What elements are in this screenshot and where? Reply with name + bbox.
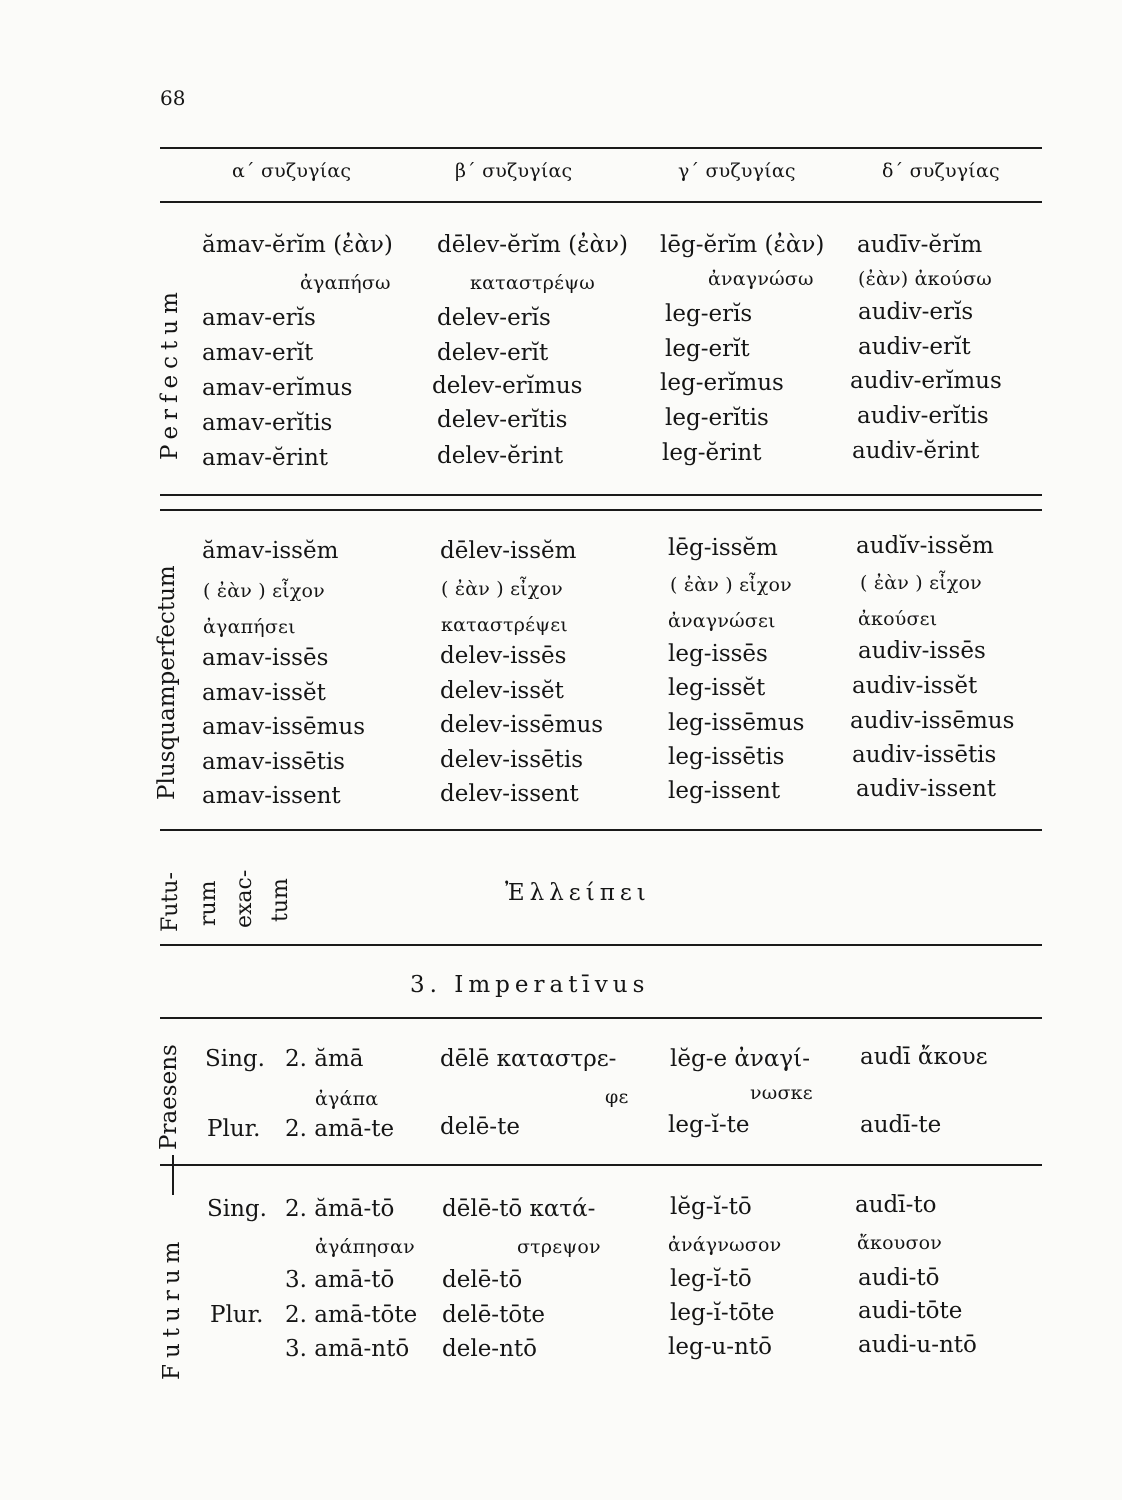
fut-r4-c4: leg-ĭ-tōte <box>670 1300 775 1326</box>
fut-r5-c4: leg-u-ntō <box>668 1334 772 1360</box>
plq-r1-c1: ămav-issĕm <box>202 538 339 564</box>
fut-r4-c5: audi-tōte <box>858 1298 963 1324</box>
fut-r2-c5: ἄκουσον <box>857 1232 943 1254</box>
fut-r1-c5: audī-to <box>855 1192 937 1218</box>
perfectum-rule-a <box>160 494 1042 496</box>
perf-r4-c3: leg-erĭt <box>665 336 750 362</box>
perf-r5-c1: amav-erĭmus <box>202 375 353 401</box>
perf-r7-c4: audiv-ĕrint <box>852 438 980 464</box>
perf-r6-c1: amav-erĭtis <box>202 410 333 436</box>
fut-r3-c3: delē-tō <box>442 1267 523 1293</box>
plq-r7-c2: delev-issētis <box>440 747 584 773</box>
praesens-futurum-divider <box>172 1155 174 1195</box>
perf-r2-c3: ἀναγνώσω <box>708 268 814 290</box>
plq-r2-c4: ( ἐὰν ) εἶχον <box>860 572 982 594</box>
plq-r2-c2: ( ἐὰν ) εἶχον <box>441 578 563 600</box>
perf-r6-c3: leg-erĭtis <box>665 405 769 431</box>
perf-r5-c2: delev-erĭmus <box>432 373 583 399</box>
plq-r4-c3: leg-issēs <box>668 641 768 667</box>
perf-r3-c4: audiv-erĭs <box>858 299 974 325</box>
plq-r6-c4: audiv-issēmus <box>850 708 1015 734</box>
plq-r6-c1: amav-issēmus <box>202 714 365 740</box>
plq-r2-c3: ( ἐὰν ) εἶχον <box>670 574 792 596</box>
perf-r3-c3: leg-erĭs <box>665 301 753 327</box>
futurum-exactum-line-2: rum <box>196 880 221 926</box>
perf-r7-c3: leg-ĕrint <box>662 440 762 466</box>
perf-r6-c4: audiv-erĭtis <box>857 403 989 429</box>
plq-r8-c3: leg-issent <box>668 778 781 804</box>
plq-r8-c1: amav-issent <box>202 783 341 809</box>
header-col-1: α΄ συζυγίας <box>232 160 352 182</box>
plq-r7-c1: amav-issētis <box>202 749 345 775</box>
plusquamperfectum-rule <box>160 829 1042 831</box>
praes-r3-c2: 2. amā-te <box>285 1116 395 1142</box>
plq-r1-c3: lēg-issĕm <box>668 535 778 561</box>
praes-r1-c1: Sing. <box>205 1046 265 1072</box>
plq-r2-c1: ( ἐὰν ) εἶχον <box>203 580 325 602</box>
plq-r4-c1: amav-issēs <box>202 645 329 671</box>
perf-r2-c1: ἀγαπήσω <box>300 272 391 294</box>
fut-r4-c3: delē-tōte <box>442 1302 546 1328</box>
perf-r6-c2: delev-erĭtis <box>437 407 568 433</box>
futurum-exactum-rule <box>160 944 1042 946</box>
praes-r1-c3: dēlē καταστρε- <box>440 1046 617 1072</box>
praes-r3-c4: leg-ĭ-te <box>668 1112 750 1138</box>
plq-r8-c4: audiv-issent <box>856 776 996 802</box>
plq-r5-c3: leg-issĕt <box>668 675 766 701</box>
praes-r1-c5: audī ἄκουε <box>860 1044 988 1070</box>
plq-r6-c3: leg-issēmus <box>668 710 805 736</box>
praes-r1-c4: lĕg-e ἀναγί- <box>670 1046 810 1072</box>
plq-r5-c4: audiv-issĕt <box>852 673 978 699</box>
fut-r3-c2: 3. amā-tō <box>285 1267 395 1293</box>
futurum-exactum-line-3: exac- <box>232 869 257 928</box>
perf-r3-c1: amav-erĭs <box>202 305 316 331</box>
perf-r1-c3: lēg-ĕrĭm (ἐὰν) <box>660 232 825 258</box>
praes-r3-c5: audī-te <box>860 1112 942 1138</box>
header-col-3: γ΄ συζυγίας <box>678 160 796 182</box>
fut-r5-c3: dele-ntō <box>442 1336 537 1362</box>
perfectum-label: Perfectum <box>157 286 183 460</box>
fut-r1-c3: dēlē-tō κατά- <box>442 1196 596 1222</box>
perfectum-rule-b <box>160 509 1042 511</box>
perf-r5-c3: leg-erĭmus <box>660 370 784 396</box>
plq-r3-c1: ἀγαπήσει <box>203 616 296 638</box>
plq-r3-c4: ἀκούσει <box>858 608 938 630</box>
futurum-exactum-line-1: Futu- <box>158 872 183 932</box>
praes-r2-c2: ἀγάπα <box>315 1088 379 1110</box>
fut-r4-c1: Plur. <box>210 1302 264 1328</box>
imperativus-title: 3. Imperatīvus <box>410 972 650 998</box>
plq-r7-c4: audiv-issētis <box>852 742 997 768</box>
plq-r3-c3: ἀναγνώσει <box>668 610 776 632</box>
plq-r1-c4: audĭv-issĕm <box>856 533 994 559</box>
fut-r5-c2: 3. amā-ntō <box>285 1336 410 1362</box>
fut-r1-c1: Sing. <box>207 1196 267 1222</box>
perf-r4-c4: audiv-erĭt <box>858 334 971 360</box>
praes-r2-c3: φε <box>605 1086 629 1108</box>
perf-r5-c4: audiv-erĭmus <box>850 368 1002 394</box>
praesens-label: Praesens <box>156 1044 182 1150</box>
perf-r1-c4: audīv-ĕrĭm <box>857 232 983 258</box>
futurum-exactum-text: Ἐλλείπει <box>505 880 651 906</box>
fut-r1-c4: lĕg-ĭ-tō <box>670 1194 752 1220</box>
perf-r4-c1: amav-erĭt <box>202 340 314 366</box>
header-bottom-rule <box>160 201 1042 203</box>
praes-r1-c2: 2. ămā <box>285 1046 364 1072</box>
praes-r3-c1: Plur. <box>207 1116 261 1142</box>
header-top-rule <box>160 147 1042 149</box>
fut-r1-c2: 2. ămā-tō <box>285 1196 395 1222</box>
imperativus-rule <box>160 1017 1042 1019</box>
perf-r3-c2: delev-erĭs <box>437 305 551 331</box>
praes-r3-c3: delē-te <box>440 1114 520 1140</box>
plq-r6-c2: delev-issēmus <box>440 712 604 738</box>
perf-r2-c2: καταστρέψω <box>470 272 595 294</box>
plq-r1-c2: dēlev-issĕm <box>440 538 577 564</box>
perf-r4-c2: delev-erĭt <box>437 340 549 366</box>
header-col-4: δ΄ συζυγίας <box>882 160 1000 182</box>
perf-r7-c2: delev-ĕrint <box>437 443 564 469</box>
fut-r2-c3: στρεψον <box>517 1236 601 1258</box>
fut-r5-c5: audi-u-ntō <box>858 1332 977 1358</box>
plq-r5-c1: amav-issĕt <box>202 680 326 706</box>
praesens-rule <box>160 1164 1042 1166</box>
plq-r4-c2: delev-issēs <box>440 643 567 669</box>
plq-r5-c2: delev-issĕt <box>440 678 564 704</box>
perf-r2-c4: (ἐὰν) ἀκούσω <box>858 268 992 290</box>
fut-r4-c2: 2. amā-tōte <box>285 1302 418 1328</box>
fut-r3-c5: audi-tō <box>858 1265 940 1291</box>
perf-r7-c1: amav-ĕrint <box>202 445 329 471</box>
praes-r2-c4: νωσκε <box>750 1082 813 1104</box>
fut-r2-c2: ἀγάπησαν <box>315 1236 415 1258</box>
plq-r7-c3: leg-issētis <box>668 744 785 770</box>
perf-r1-c2: dēlev-ĕrĭm (ἐὰν) <box>437 232 628 258</box>
futurum-label: Futurum <box>159 1235 185 1380</box>
plusquamperfectum-label: Plusquamperfectum <box>154 565 180 800</box>
page-number: 68 <box>160 86 186 110</box>
futurum-exactum-line-4: tum <box>268 878 293 922</box>
fut-r3-c4: leg-ĭ-tō <box>670 1266 752 1292</box>
perf-r1-c1: ămav-ĕrĭm (ἐὰν) <box>202 232 393 258</box>
plq-r4-c4: audiv-issēs <box>858 638 986 664</box>
plq-r3-c2: καταστρέψει <box>441 614 568 636</box>
plq-r8-c2: delev-issent <box>440 781 579 807</box>
header-col-2: β΄ συζυγίας <box>455 160 573 182</box>
fut-r2-c4: ἀνάγνωσον <box>668 1234 782 1256</box>
